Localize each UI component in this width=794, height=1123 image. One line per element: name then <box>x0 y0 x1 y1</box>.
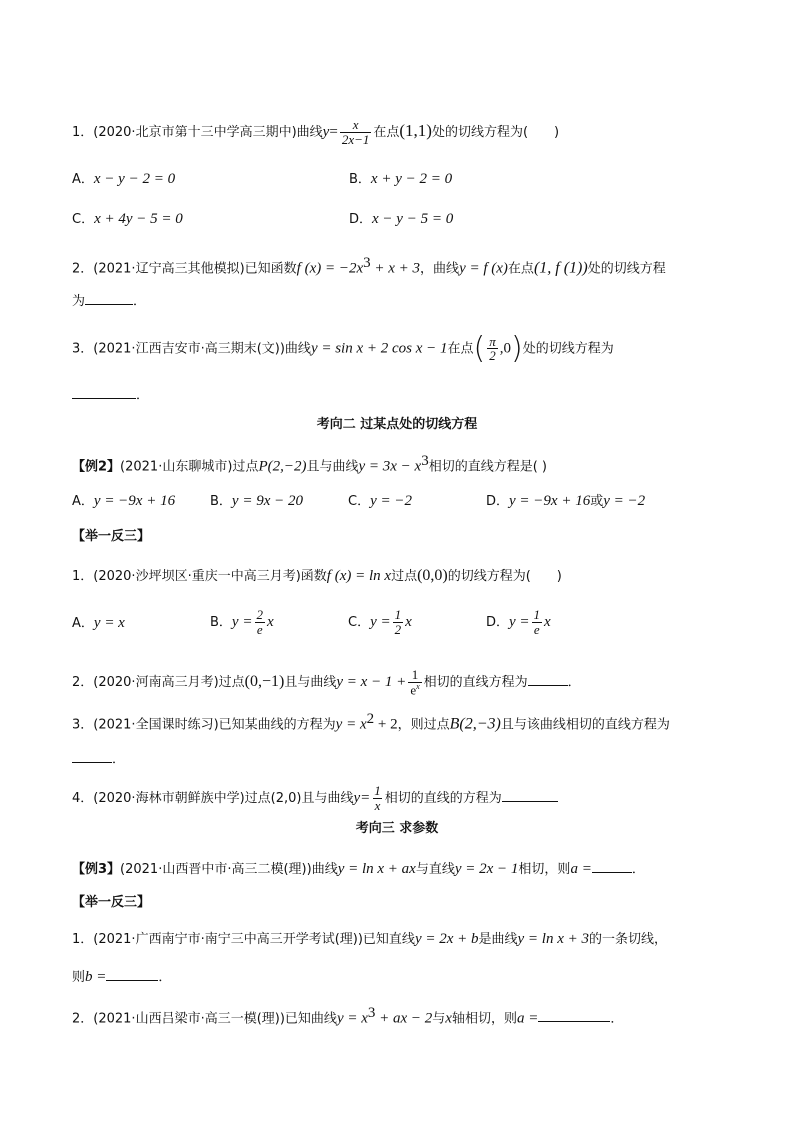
question-number: 2． <box>72 1011 94 1027</box>
question-text: 则 <box>72 970 86 985</box>
math-line: y = 2x − 1 <box>454 861 519 877</box>
math-curve: + ax − 2 <box>375 1010 433 1027</box>
question-text: ． <box>610 1011 624 1027</box>
question-text: 处的切线方程为 <box>522 341 614 357</box>
fraction-numerator: 1 <box>374 783 381 798</box>
question-number: 1． <box>72 124 94 140</box>
option-label: A． <box>72 172 94 187</box>
fraction-denominator: 2x−1 <box>341 131 370 147</box>
question-number: 1． <box>72 569 94 584</box>
math-param: a = <box>570 861 592 877</box>
answer-blank[interactable] <box>72 386 136 399</box>
question-source: (2020·海林市朝鲜族中学) <box>93 790 245 806</box>
fraction-denominator: x <box>374 797 381 813</box>
question-text: ，则过点 <box>397 717 450 733</box>
question-1-2-cont <box>72 292 146 308</box>
question-text: 曲线 <box>311 862 338 877</box>
example-tag: 【例2】 <box>72 459 121 475</box>
question-number: 3． <box>72 341 94 357</box>
math-curve: y = x <box>336 1010 368 1027</box>
question-text: 相切，则 <box>518 862 571 877</box>
fraction <box>372 784 383 813</box>
option-math: x <box>405 613 412 630</box>
answer-blank[interactable] <box>502 789 558 802</box>
question-text: ． <box>631 862 645 877</box>
question-number: 3． <box>72 717 94 733</box>
fraction-numerator: π <box>489 333 496 349</box>
answer-blank[interactable] <box>592 860 632 873</box>
answer-blank[interactable] <box>528 673 568 686</box>
option-d[interactable] <box>486 608 551 637</box>
option-label: C． <box>348 614 371 630</box>
question-text: 是曲线 <box>478 932 518 947</box>
math-exponent: x <box>416 681 420 691</box>
option-math: y = −9x + 16 <box>509 493 591 509</box>
math-eq: = <box>329 123 338 140</box>
option-c[interactable] <box>348 608 412 637</box>
question-text: 过点(2,0)且与曲线 <box>244 790 354 806</box>
option-label: B． <box>349 172 371 187</box>
question-text: 且与该曲线相切的直线方程为 <box>500 717 670 733</box>
question-source: (2021·广西南宁市·南宁三中高三开学考试(理)) <box>93 932 363 947</box>
fraction <box>532 608 543 637</box>
math-point: (0,0) <box>417 567 448 584</box>
question-3-1-cont <box>72 968 171 985</box>
fraction-denominator: e <box>256 621 263 637</box>
option-a[interactable] <box>72 494 175 509</box>
math-function: + x + 3 <box>370 260 421 277</box>
fraction <box>254 608 265 637</box>
math-exponent: 2 <box>366 711 375 727</box>
question-source: (2021·山西吕梁市·高三一模(理)) <box>93 1011 285 1027</box>
question-number: 2． <box>72 675 94 691</box>
question-text: 的切线方程为( ) <box>447 569 562 584</box>
fraction <box>408 668 421 697</box>
option-label: D． <box>349 212 373 227</box>
left-paren-icon: ( <box>473 331 486 366</box>
math-point: (0,−1) <box>244 673 285 691</box>
math-curve: y = x − 1 + <box>336 674 407 691</box>
question-text: ． <box>158 970 172 985</box>
question-text: 且与曲线 <box>306 459 359 475</box>
math-exponent: 3 <box>367 1005 376 1021</box>
fraction-denominator: 2 <box>489 348 496 364</box>
fraction-numerator: 1 <box>533 607 541 622</box>
math-point: ,0 <box>499 340 512 357</box>
question-1-3-cont <box>72 386 149 402</box>
question-text: 已知某曲线的方程为 <box>218 717 336 733</box>
option-b[interactable] <box>349 172 452 187</box>
math-point: (1,1) <box>399 120 432 140</box>
practice-heading: 【举一反三】 <box>72 529 151 544</box>
answer-blank[interactable] <box>538 1009 610 1022</box>
fraction-numerator: 2 <box>256 607 263 622</box>
fraction-numerator: x <box>352 117 359 132</box>
math-curve: + 2 <box>374 716 398 733</box>
math-exponent: 3 <box>421 453 429 469</box>
math-exponent: 3 <box>363 255 371 271</box>
question-text: 过点 <box>391 569 418 584</box>
option-b[interactable] <box>210 494 303 509</box>
fraction <box>340 118 372 147</box>
fraction-denominator: 2 <box>394 621 402 637</box>
option-math: y = <box>231 613 253 630</box>
question-text: 曲线 <box>284 341 311 357</box>
right-paren-icon: ) <box>511 331 523 366</box>
math-curve: y = f (x) <box>459 260 508 277</box>
question-text: 与直线 <box>415 862 455 877</box>
option-a[interactable] <box>72 616 125 631</box>
fraction-denominator: e <box>533 621 540 637</box>
option-b[interactable] <box>210 608 274 637</box>
math-point: (1, f (1)) <box>533 259 588 277</box>
question-text: 且与曲线 <box>284 675 337 691</box>
option-math: y = x <box>93 615 125 631</box>
option-label: A． <box>72 494 94 509</box>
question-text: 处的切线方程为( ) <box>431 124 560 140</box>
question-3-2 <box>72 1006 623 1026</box>
option-math: y = −9x + 16 <box>93 493 176 509</box>
question-text: 在点 <box>447 341 474 357</box>
option-label: C． <box>72 212 95 227</box>
option-math: y = −2 <box>603 493 646 509</box>
option-math: x − y − 5 = 0 <box>372 211 454 227</box>
question-text: ． <box>112 752 126 767</box>
question-text: 相切的直线的方程为 <box>384 790 502 806</box>
option-label: C． <box>348 494 371 509</box>
option-math: y = 9x − 20 <box>231 493 303 509</box>
option-math: y = <box>509 613 530 630</box>
option-text: 或 <box>590 494 604 509</box>
option-math: y = <box>370 613 391 630</box>
fraction-numerator: 1 <box>411 667 419 682</box>
question-2-3-cont <box>72 750 125 766</box>
question-text: 相切的直线方程是( ) <box>428 459 547 475</box>
option-math: x − y − 2 = 0 <box>93 171 176 187</box>
question-source: (2021·山西晋中市·高三二模(理)) <box>120 862 312 877</box>
math-point: P(2,−2) <box>258 458 307 475</box>
question-source: (2020·北京市第十三中学高三期中) <box>93 124 297 140</box>
question-text: 轴相切，则 <box>451 1011 517 1027</box>
question-source: (2021·江西吉安市·高三期末(文)) <box>93 341 285 357</box>
example-2 <box>72 454 547 474</box>
question-2-2 <box>72 668 581 697</box>
math-y: y <box>322 123 330 140</box>
option-label: B． <box>210 614 232 630</box>
question-text: 过点 <box>232 459 259 475</box>
option-label: A． <box>72 616 94 631</box>
math-param: b = <box>85 969 107 985</box>
math-curve: y = ln x + 3 <box>517 931 589 947</box>
question-text: 为 <box>72 294 86 309</box>
option-a[interactable] <box>72 172 175 187</box>
question-source: (2021·辽宁高三其他模拟) <box>93 261 245 277</box>
option-math: x + 4y − 5 = 0 <box>94 211 183 227</box>
math-param: a = <box>516 1010 539 1027</box>
question-1-1 <box>72 118 559 147</box>
option-d[interactable] <box>486 494 645 509</box>
option-math: x + y − 2 = 0 <box>370 171 453 187</box>
option-label: D． <box>486 494 510 509</box>
question-3-1 <box>72 932 667 947</box>
question-text: 在点 <box>373 124 400 140</box>
question-text: 过点 <box>218 675 245 691</box>
answer-blank[interactable] <box>72 750 112 763</box>
question-text: 相切的直线方程为 <box>423 675 528 691</box>
question-text: 处的切线方程 <box>587 261 666 277</box>
question-2-1 <box>72 568 562 584</box>
question-text: ，曲线 <box>420 261 460 277</box>
math-curve: y= <box>353 789 371 806</box>
math-point: B(2,−3) <box>449 715 501 733</box>
math-curve: y = ln x + ax <box>337 861 416 877</box>
fraction-denominator: e <box>410 681 417 697</box>
math-curve: y = x <box>335 716 367 733</box>
option-math: x <box>544 613 551 630</box>
question-text: 曲线 <box>296 124 323 140</box>
question-source: (2021·山东聊城市) <box>120 459 233 475</box>
question-text: 的一条切线， <box>589 932 668 947</box>
question-1-2 <box>72 256 666 276</box>
math-axis: x <box>445 1010 452 1027</box>
question-2-3 <box>72 712 670 732</box>
math-line: y = 2x + b <box>414 931 479 947</box>
answer-blank[interactable] <box>106 968 158 981</box>
question-text: ． <box>133 294 147 309</box>
section-heading-3: 考向三 求参数 <box>355 821 439 836</box>
option-math: y = −2 <box>370 493 412 509</box>
question-source: (2021·全国课时练习) <box>93 717 219 733</box>
answer-blank[interactable] <box>85 292 133 305</box>
question-number: 4． <box>72 790 94 806</box>
example-3 <box>72 860 645 877</box>
section-heading-2: 考向二 过某点处的切线方程 <box>316 417 478 432</box>
option-label: B． <box>210 494 232 509</box>
question-number: 1． <box>72 932 94 947</box>
question-number: 2． <box>72 261 94 277</box>
question-text: 已知直线 <box>362 932 415 947</box>
math-curve: y = sin x + 2 cos x − 1 <box>310 340 448 357</box>
option-c[interactable] <box>72 212 183 227</box>
question-1-3 <box>72 331 614 366</box>
option-label: D． <box>486 614 510 630</box>
option-d[interactable] <box>349 212 453 227</box>
math-function: f (x) = ln x <box>326 568 392 584</box>
question-text: 已知函数 <box>244 261 297 277</box>
question-text: ． <box>567 675 581 691</box>
option-math: x <box>266 613 274 630</box>
fraction <box>487 335 498 364</box>
fraction-numerator: 1 <box>394 607 402 622</box>
question-text: 在点 <box>507 261 534 277</box>
example-tag: 【例3】 <box>72 862 121 877</box>
math-function: f (x) = −2x <box>296 260 364 277</box>
question-text: 与 <box>432 1011 446 1027</box>
fraction <box>393 608 404 637</box>
question-text: ． <box>136 388 150 403</box>
question-source: (2020·河南高三月考) <box>93 675 219 691</box>
math-curve: y = 3x − x <box>358 458 422 475</box>
question-text: 已知曲线 <box>284 1011 337 1027</box>
question-2-4 <box>72 784 558 813</box>
question-source: (2020·沙坪坝区·重庆一中高三月考) <box>93 569 301 584</box>
question-text: 函数 <box>300 569 327 584</box>
option-c[interactable] <box>348 494 412 509</box>
practice-heading: 【举一反三】 <box>72 895 151 910</box>
